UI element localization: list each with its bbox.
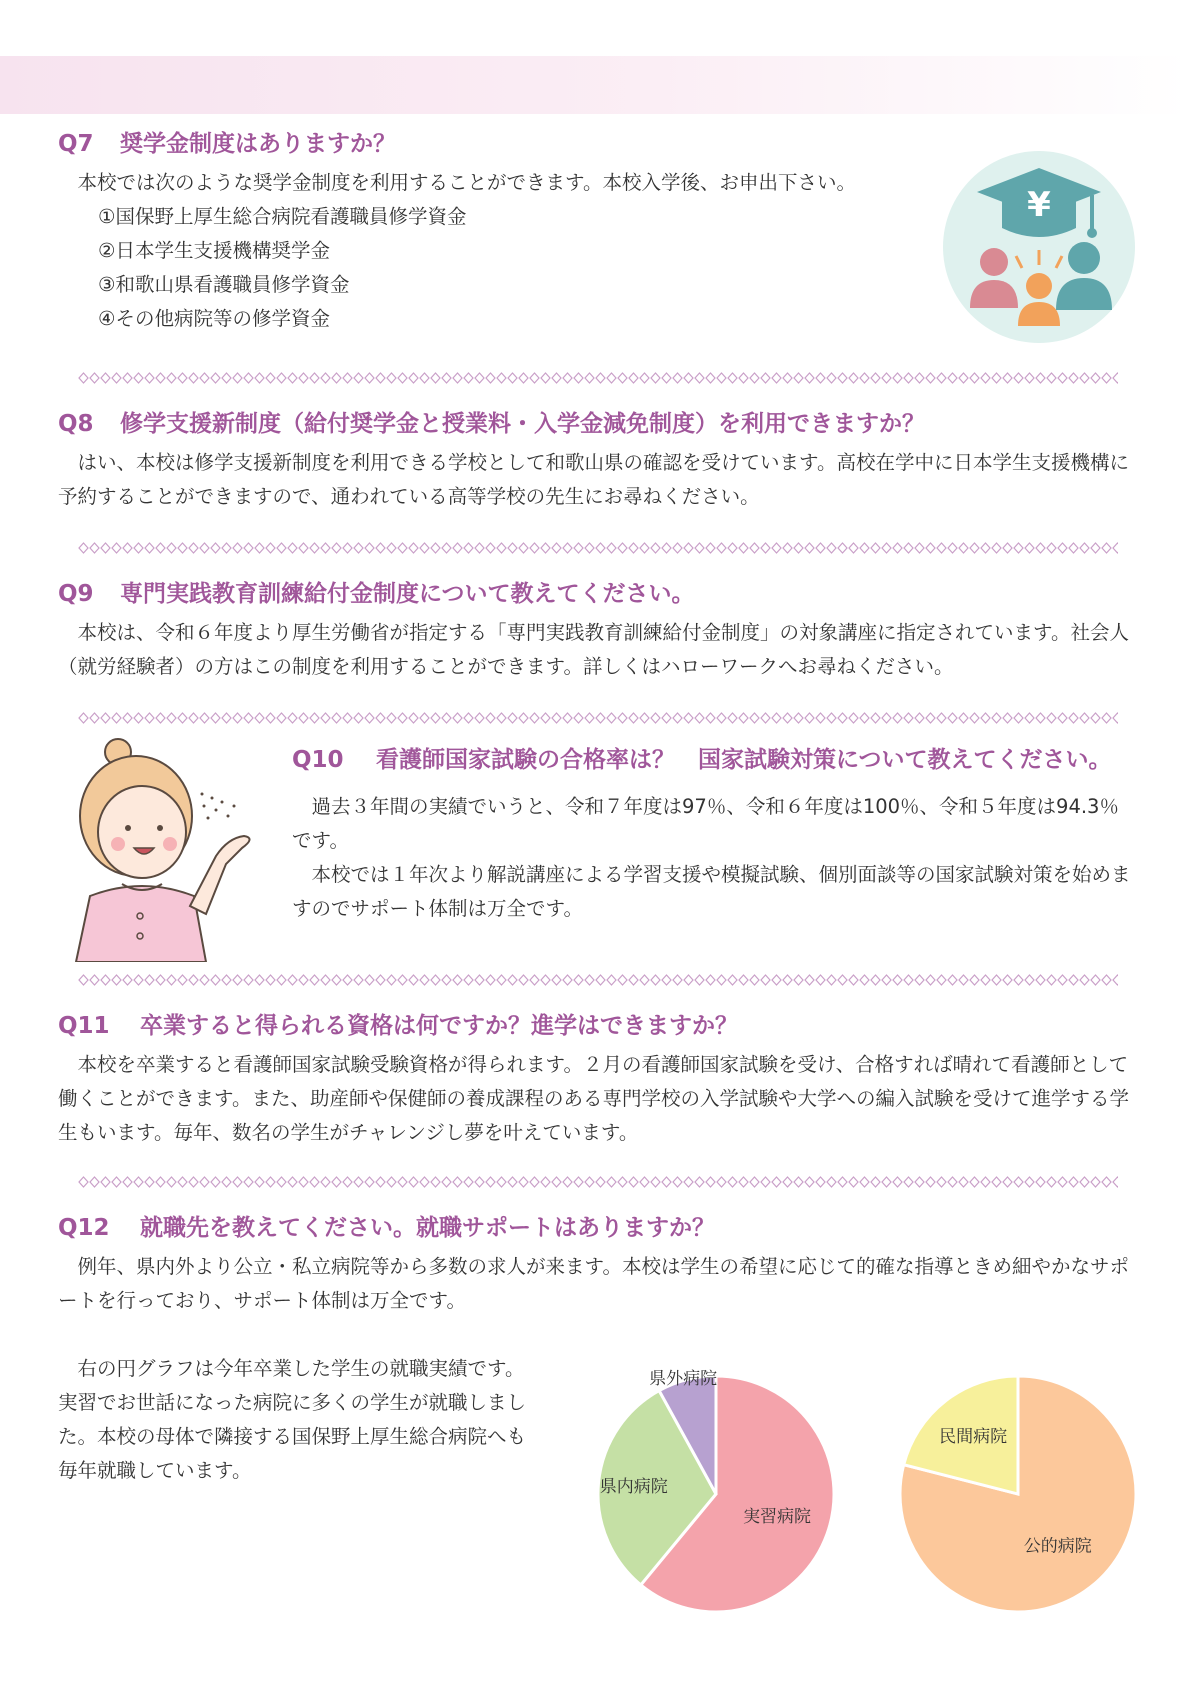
yen-icon: ¥ — [1027, 185, 1051, 225]
q10-title — [292, 744, 1138, 776]
diamond-divider — [78, 712, 1118, 724]
q10-paragraph: 本校では１年次より解説講座による学習支援や模擬試験、個別面談等の国家試験対策を始めますのでサポート体制は万全です。 — [292, 863, 1131, 920]
q12-body — [58, 1250, 1138, 1318]
q8-title — [58, 408, 1138, 440]
q8-body — [58, 446, 1138, 514]
scholarship-yen-cap-icon — [942, 150, 1136, 344]
pie-slice-label: 公的病院 — [1023, 1536, 1092, 1557]
employment-pie-chart-2 — [898, 1364, 1138, 1614]
q10-body — [292, 790, 1138, 926]
diamond-divider — [78, 1176, 1118, 1188]
list-item: ②日本学生支援機構奨学金 — [98, 239, 330, 262]
chart-note — [58, 1352, 534, 1488]
diamond-divider — [78, 974, 1118, 986]
nurse-uniform-icon — [76, 886, 206, 962]
pie-slice-label: 民間病院 — [939, 1427, 1008, 1448]
q7-intro: 本校では次のような奨学金制度を利用することができます。本校入学後、お申出下さい。 — [77, 171, 856, 194]
q9-paragraph: 本校は、令和６年度より厚生労働省が指定する「専門実践教育訓練給付金制度」の対象講座に指定されています。社会人（就労経験者）の方はこの制度を利用することができます。詳しくはハローワークへお尋ねください。 — [58, 621, 1129, 678]
header-band — [0, 56, 1190, 114]
nurse-illustration-icon — [66, 736, 266, 962]
q11-paragraph: 本校を卒業すると看護師国家試験受験資格が得られます。２月の看護師国家試験を受け、合格すれば晴れて看護師として働くことができます。また、助産師や保健師の養成課程のある専門学校の入学試験や大学への編入試験を受けて進学する学生もいます。毎年、数名の学生がチャレンジし夢を叶えています。 — [58, 1053, 1129, 1144]
faq-q11 — [58, 1010, 1138, 1150]
q8-title-text: 修学支援新制度（給付奨学金と授業料・入学金減免制度）を利用できますか？ — [120, 411, 925, 437]
list-item: ③和歌山県看護職員修学資金 — [98, 273, 350, 296]
q11-title — [58, 1010, 1138, 1042]
pie-slice-label: 県外病院 — [649, 1369, 718, 1389]
q10-title-text: 看護師国家試験の合格率は？ 国家試験対策について教えてください。 — [376, 747, 1112, 773]
q10-paragraph: 過去３年間の実績でいうと、令和７年度は97％、令和６年度は100％、令和５年度は94.3％です。 — [292, 795, 1119, 852]
q11-title-text: 卒業すると得られる資格は何ですか？進学はできますか？ — [140, 1013, 738, 1039]
diamond-divider — [78, 542, 1118, 554]
faq-q9 — [58, 578, 1138, 684]
person-right-icon — [1068, 242, 1100, 274]
q8-number: Q8 — [58, 411, 94, 437]
list-item: ①国保野上厚生総合病院看護職員修学資金 — [98, 205, 467, 228]
q9-title — [58, 578, 1138, 610]
q9-body — [58, 616, 1138, 684]
q12-number: Q12 — [58, 1215, 110, 1241]
pie-slice-label: 県内病院 — [599, 1477, 668, 1498]
q9-number: Q9 — [58, 581, 94, 607]
q12-title — [58, 1212, 1138, 1244]
q7-title-text: 奨学金制度はありますか？ — [120, 131, 396, 157]
faq-q10 — [292, 744, 1138, 926]
q11-body — [58, 1048, 1138, 1150]
list-item: ④その他病院等の修学資金 — [98, 307, 330, 330]
q10-number: Q10 — [292, 747, 344, 773]
q12-title-text: 就職先を教えてください。就職サポートはありますか？ — [140, 1215, 715, 1241]
q8-paragraph: はい、本校は修学支援新制度を利用できる学校として和歌山県の確認を受けています。高校在学中に日本学生支援機構に予約することができますので、通われている高等学校の先生にお尋ねください。 — [58, 451, 1129, 508]
person-center-icon — [1026, 273, 1052, 299]
pie-slice-label: 実習病院 — [743, 1506, 812, 1527]
faq-q12 — [58, 1212, 1138, 1318]
q9-title-text: 専門実践教育訓練給付金制度について教えてください。 — [120, 581, 695, 607]
chart-note-text: 右の円グラフは今年卒業した学生の就職実績です。実習でお世話になった病院に多くの学生が就職しました。本校の母体で隣接する国保野上厚生総合病院へも毎年就職しています。 — [58, 1357, 527, 1482]
q7-number: Q7 — [58, 131, 94, 157]
nurse-hand-icon — [190, 836, 250, 914]
q12-paragraph: 例年、県内外より公立・私立病院等から多数の求人が来ます。本校は学生の希望に応じて的確な指導ときめ細やかなサポートを行っており、サポート体制は万全です。 — [58, 1255, 1129, 1312]
person-left-icon — [980, 248, 1008, 276]
diamond-divider — [78, 372, 1118, 384]
q11-number: Q11 — [58, 1013, 110, 1039]
employment-pie-chart-1 — [596, 1364, 836, 1614]
faq-q8 — [58, 408, 1138, 514]
nurse-face-icon — [98, 786, 186, 878]
